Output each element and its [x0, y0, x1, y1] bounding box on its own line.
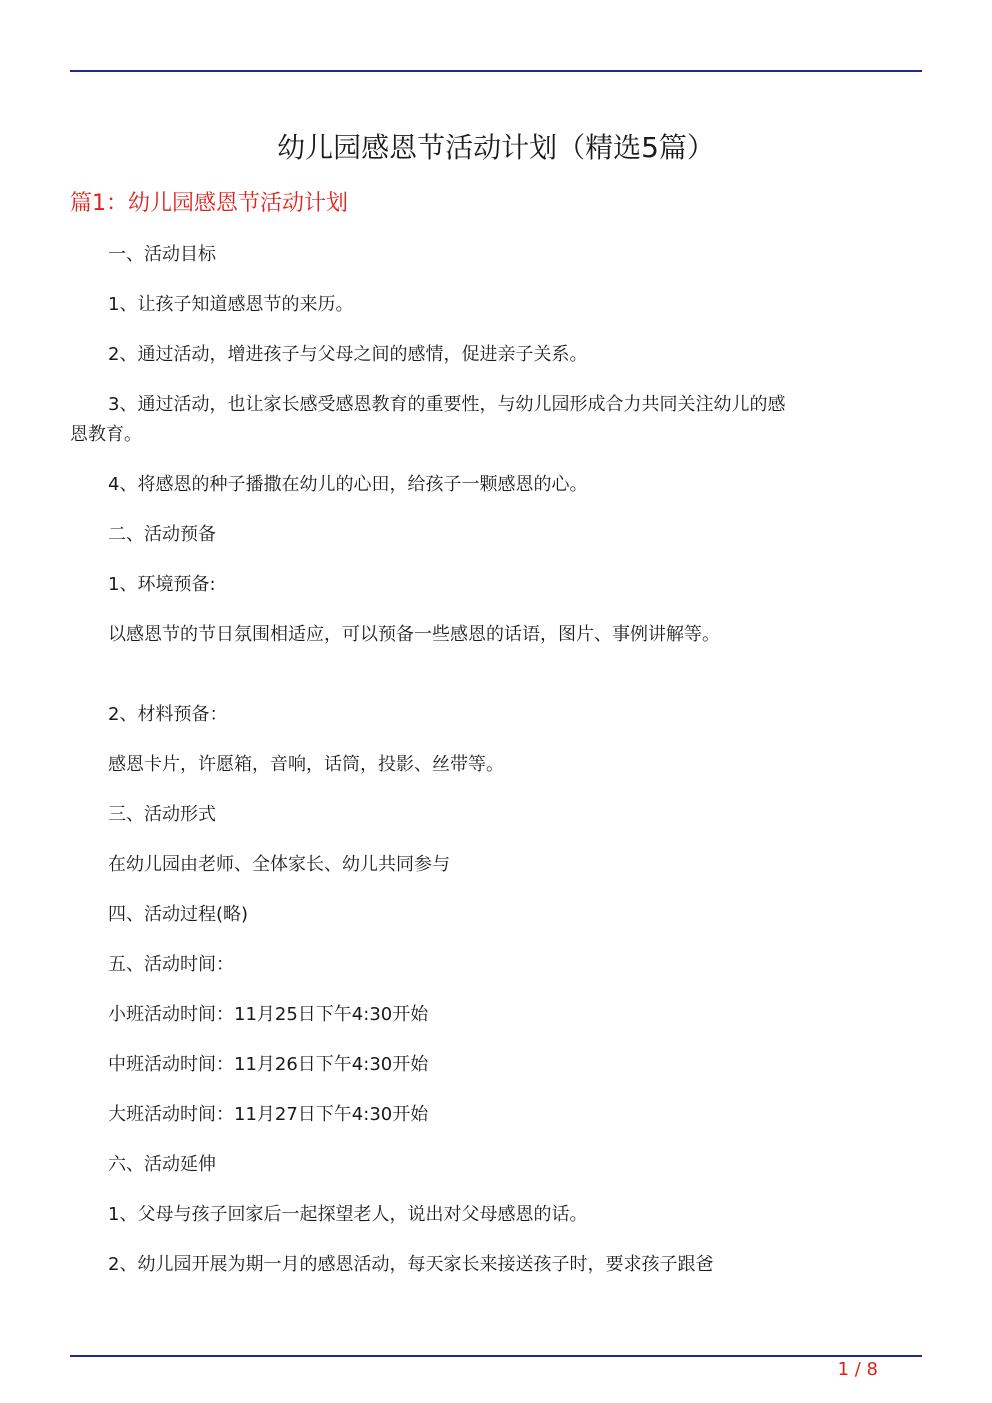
paragraph: 二、活动预备 — [108, 524, 216, 545]
paragraph: 五、活动时间： — [108, 954, 234, 975]
page-number: 1 / 8 — [837, 1359, 878, 1380]
header-rule — [70, 70, 922, 72]
paragraph: 1、父母与孩子回家后一起探望老人，说出对父母感恩的话。 — [108, 1204, 588, 1225]
paragraph: 1、环境预备: — [108, 574, 216, 595]
paragraph: 1、让孩子知道感恩节的来历。 — [108, 294, 354, 315]
paragraph: 四、活动过程(略) — [108, 904, 249, 925]
paragraph: 一、活动目标 — [108, 244, 216, 265]
paragraph: 2、幼儿园开展为期一月的感恩活动，每天家长来接送孩子时，要求孩子跟爸 — [108, 1254, 714, 1275]
footer-rule — [70, 1355, 922, 1357]
paragraph: 2、材料预备： — [108, 704, 228, 725]
paragraph: 三、活动形式 — [108, 804, 216, 825]
paragraph: 中班活动时间：11月26日下午4:30开始 — [108, 1054, 429, 1075]
paragraph: 大班活动时间：11月27日下午4:30开始 — [108, 1104, 429, 1125]
section-heading: 篇1：幼儿园感恩节活动计划 — [70, 191, 348, 216]
paragraph: 3、通过活动，也让家长感受感恩教育的重要性，与幼儿园形成合力共同关注幼儿的感恩教育。 — [70, 394, 786, 445]
paragraph: 2、通过活动，增进孩子与父母之间的感情，促进亲子关系。 — [108, 344, 588, 365]
paragraph: 小班活动时间：11月25日下午4:30开始 — [108, 1004, 429, 1025]
paragraph: 以感恩节的节日氛围相适应，可以预备一些感恩的话语，图片、事例讲解等。 — [108, 624, 720, 645]
paragraph: 在幼儿园由老师、全体家长、幼儿共同参与 — [108, 854, 450, 875]
paragraph: 感恩卡片，许愿箱，音响，话筒，投影、丝带等。 — [108, 754, 504, 775]
document-title: 幼儿园感恩节活动计划（精选5篇） — [277, 131, 715, 164]
paragraph: 4、将感恩的种子播撒在幼儿的心田，给孩子一颗感恩的心。 — [108, 474, 588, 495]
paragraph: 六、活动延伸 — [108, 1154, 216, 1175]
